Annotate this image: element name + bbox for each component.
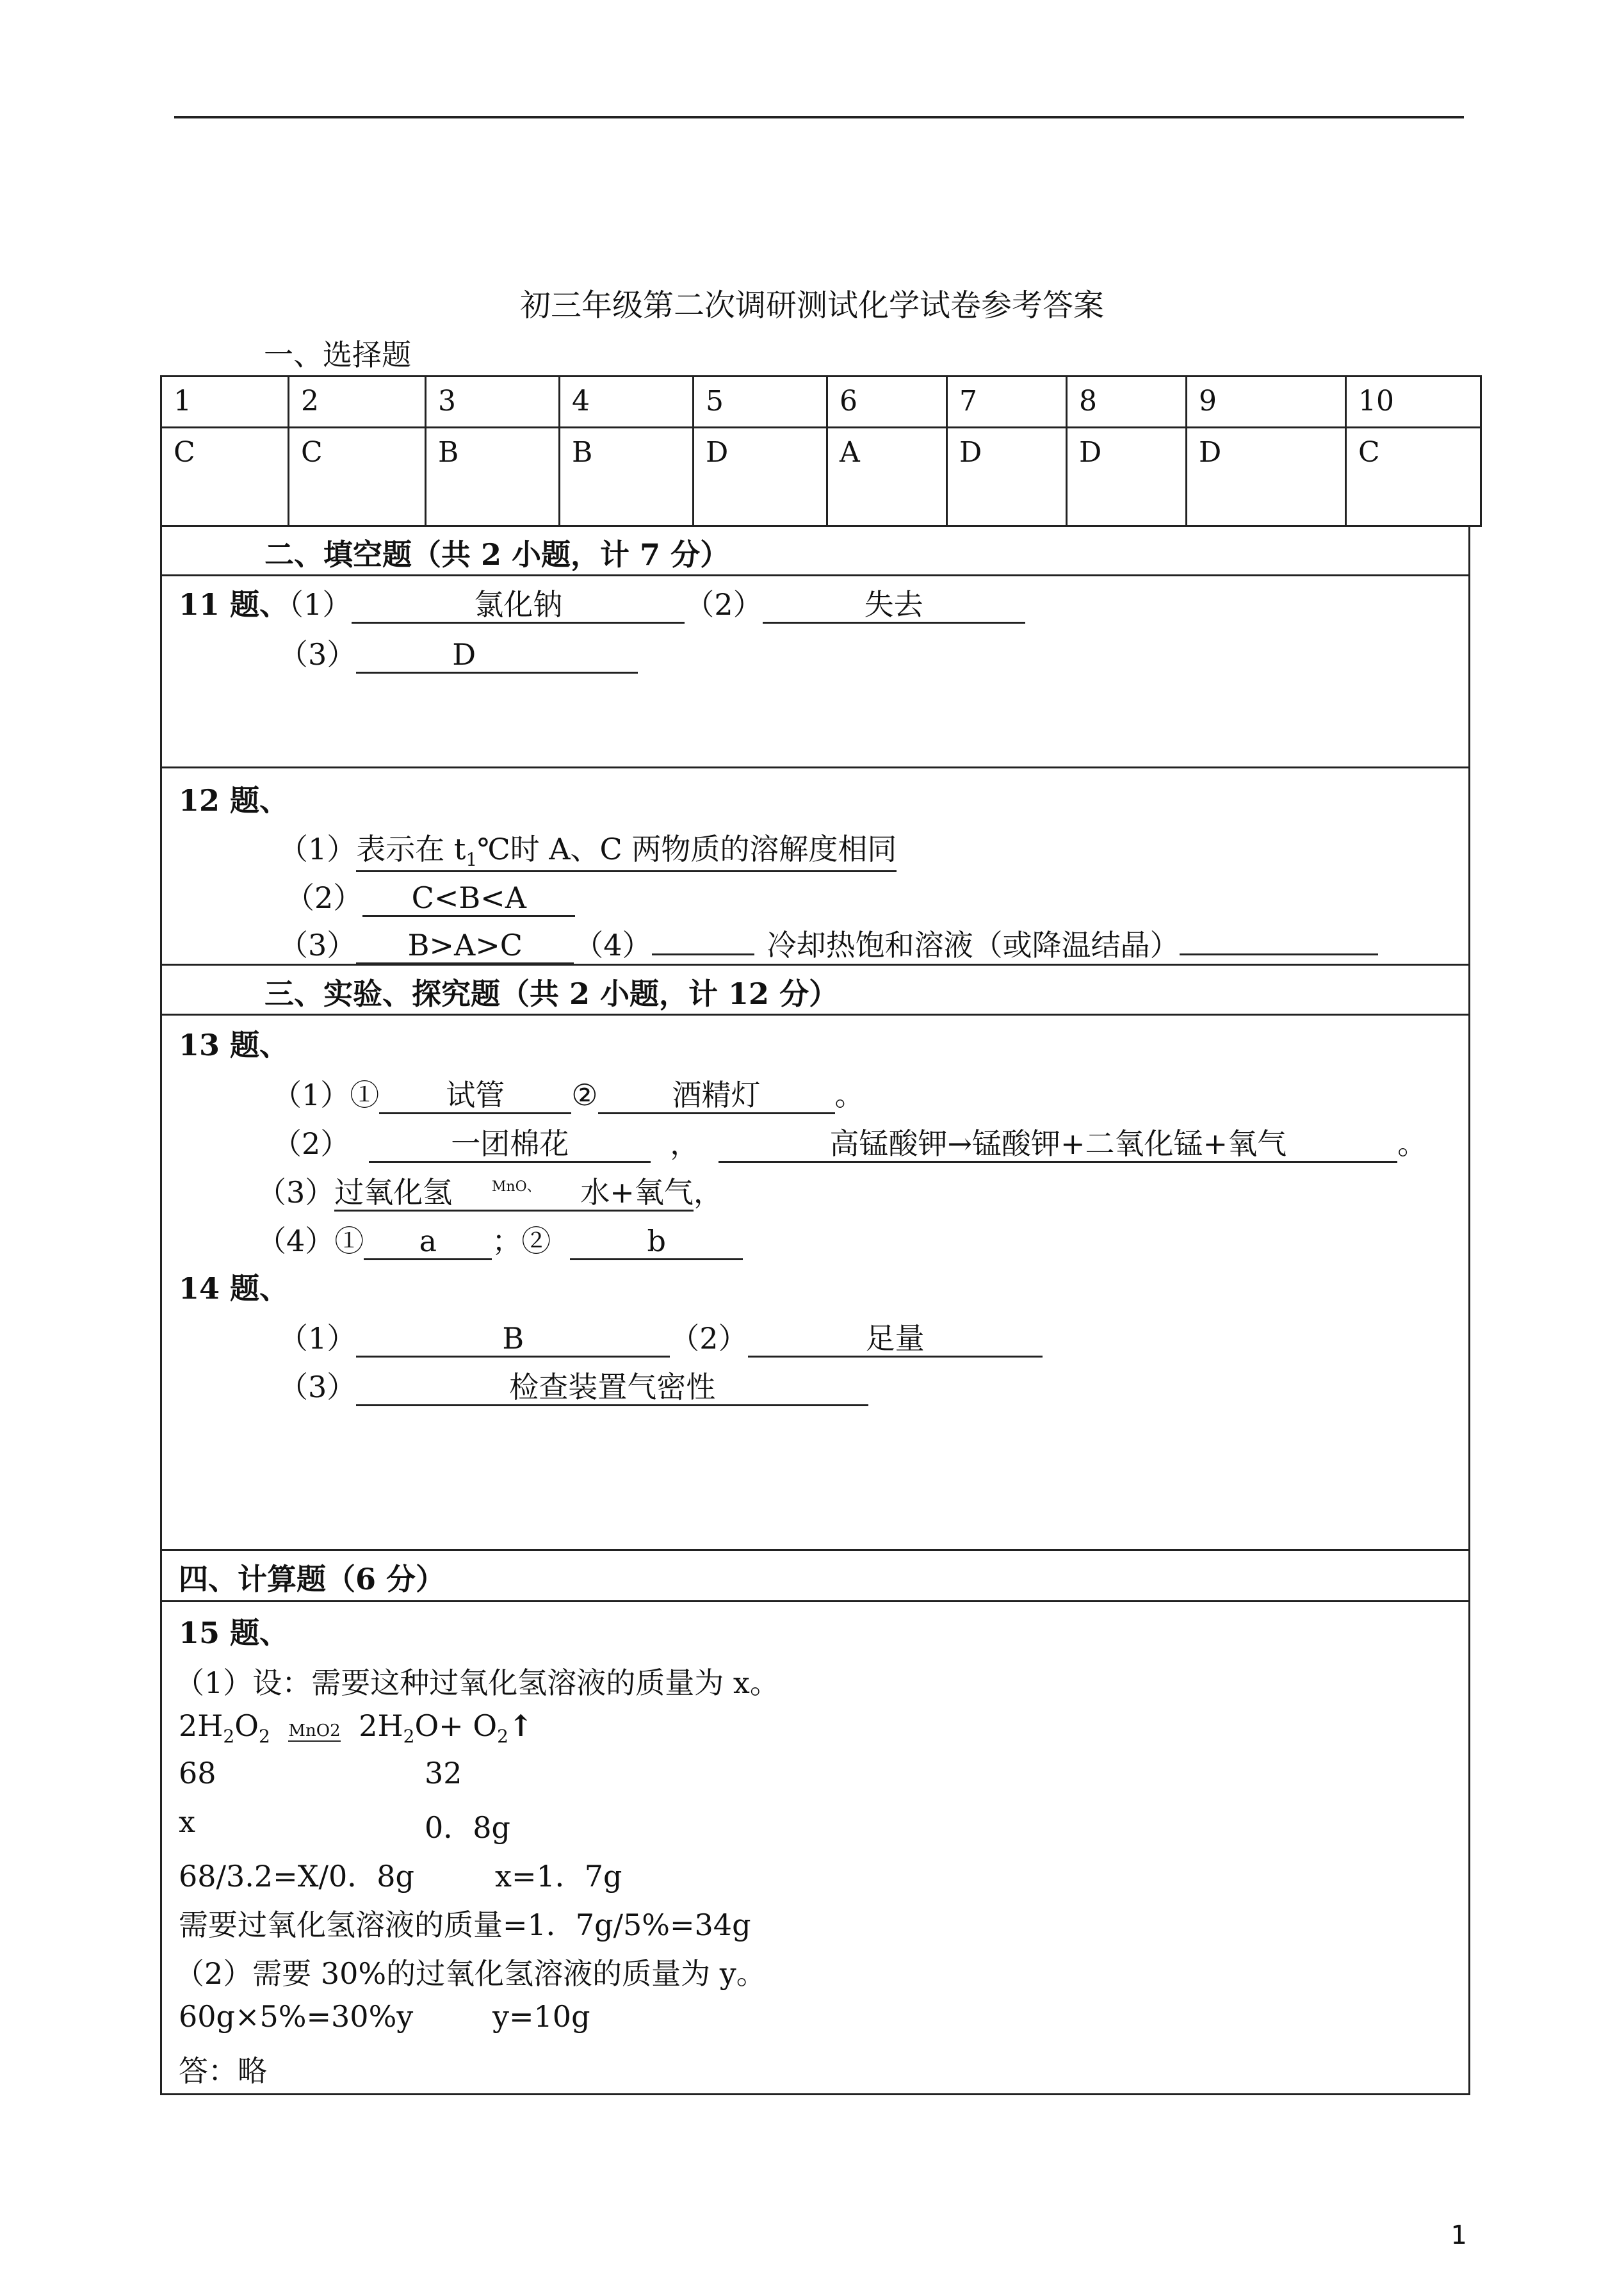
q12-answer4-tail (1180, 953, 1378, 955)
table-cell: D (1187, 428, 1346, 526)
eq-catalyst-label: MnO2 (288, 1721, 341, 1740)
q11-p1: （1） (289, 587, 352, 622)
q13-answer-1a: 试管 (379, 1078, 571, 1114)
section3-heading-row (160, 966, 1470, 1016)
q14-answer3: 检查装置气密性 (356, 1370, 868, 1406)
table-cell: C (1346, 428, 1481, 526)
q12-answer1-post: ℃时 A、C 两物质的溶解度相同 (477, 832, 897, 866)
q12-answer3: B>A>C (356, 929, 574, 964)
eq-sub: 2 (403, 1726, 415, 1747)
q15-08g: 0．8g (425, 1810, 510, 1845)
q13-l2-comma: ， (670, 1126, 700, 1161)
q13-l1-end: 。 (834, 1078, 865, 1112)
q13-l1-mid: ② (571, 1078, 598, 1112)
q13-l1-prefix: （1）① (272, 1078, 380, 1112)
table-cell: A (827, 428, 947, 526)
gas-arrow-icon: ↑ (508, 1708, 533, 1743)
q11-block (160, 576, 1470, 768)
q11-line2 (279, 631, 638, 674)
section3-heading: 三、实验、探究题（共 2 小题，计 12 分） (264, 977, 839, 1011)
q12-label: 12 题、 (179, 783, 289, 818)
table-cell: C (289, 428, 426, 526)
q15-block (160, 1602, 1470, 2095)
q12-answer2: C<B<A (362, 881, 575, 917)
q12-answer4-blank (652, 953, 754, 955)
q15-calc: 60g×5%=30%y (179, 1999, 414, 2034)
q12-line1 (279, 826, 897, 872)
q13-answer-4b: b (570, 1224, 743, 1260)
eq-sub: 2 (497, 1726, 508, 1747)
q12-p4: （4） (574, 928, 652, 962)
table-cell: B (426, 428, 560, 526)
table-cell: 8 (1067, 377, 1187, 428)
q12-answer1-sub: 1 (466, 849, 478, 870)
q14-answer2: 足量 (748, 1322, 1043, 1358)
q11-answer3: D (356, 638, 638, 674)
q13-answer-2b: 高锰酸钾→锰酸钾+二氧化锰+氧气 (719, 1127, 1397, 1163)
q13-l4-mid: ；② (492, 1224, 551, 1258)
q15-mass: 需要过氧化氢溶液的质量=1．7g/5%=34g (179, 1908, 751, 1942)
eq-o: O (234, 1708, 259, 1743)
section1-heading: 一、选择题 (264, 337, 411, 372)
q15-mass-32: 32 (425, 1756, 462, 1790)
header-rule (174, 116, 1464, 118)
q12-p1: （1） (279, 832, 357, 866)
table-cell: 5 (694, 377, 827, 428)
section2-heading: 二、填空题（共 2 小题，计 7 分） (264, 537, 730, 572)
eq-h: 2H (359, 1708, 403, 1743)
table-header-row (161, 377, 1481, 428)
q13-l2-prefix: （2） (272, 1126, 350, 1161)
section4-heading: 四、计算题（6 分） (179, 1562, 446, 1596)
q13-q14-block (160, 1016, 1470, 1551)
q13-answer-3 (334, 1176, 694, 1212)
q13-products: 水+氧气 (580, 1175, 694, 1210)
table-cell: B (560, 428, 694, 526)
choice-answer-table (160, 375, 1482, 527)
table-cell: 9 (1187, 377, 1346, 428)
table-answer-row (161, 428, 1481, 526)
q13-line1 (272, 1072, 865, 1114)
q12-answer4: 冷却热饱和溶液（或降温结晶） (767, 928, 1180, 962)
q15-ratio: 68/3.2=X/0．8g (179, 1859, 414, 1894)
q14-line2 (279, 1364, 868, 1406)
q14-p3: （3） (279, 1370, 357, 1404)
q11-label: 11 题、 (179, 587, 289, 622)
eq-sub: 2 (223, 1726, 235, 1747)
table-cell: D (1067, 428, 1187, 526)
table-cell: 3 (426, 377, 560, 428)
q13-l4-prefix: （4）① (257, 1224, 364, 1258)
q12-line3 (279, 922, 1378, 964)
table-cell: 6 (827, 377, 947, 428)
q15-yval: y=10g (492, 1999, 590, 2034)
q15-label: 15 题、 (179, 1616, 289, 1650)
q11-answer1: 氯化钠 (352, 588, 685, 624)
q15-xval: x=1．7g (495, 1859, 622, 1894)
q13-label: 13 题、 (179, 1028, 289, 1062)
q15-line2: （2）需要 30%的过氧化氢溶液的质量为 y。 (175, 1956, 766, 1991)
q14-p2: （2） (670, 1321, 748, 1356)
q13-l3-end: ， (693, 1175, 723, 1210)
section4-heading-row (160, 1551, 1470, 1602)
q13-l2-end: 。 (1397, 1126, 1427, 1161)
q13-line3 (257, 1169, 723, 1212)
table-cell: 1 (161, 377, 289, 428)
table-cell: 10 (1346, 377, 1481, 428)
eq-sub: 2 (258, 1726, 270, 1747)
q12-line2 (285, 875, 575, 917)
q13-l3-prefix: （3） (257, 1175, 335, 1210)
q15-line1: （1）设：需要这种过氧化氢溶液的质量为 x。 (175, 1666, 779, 1700)
table-cell: C (161, 428, 289, 526)
q14-label: 14 题、 (179, 1271, 289, 1306)
q11-answer2: 失去 (763, 588, 1025, 624)
q15-x: x (179, 1804, 195, 1839)
table-cell: D (694, 428, 827, 526)
q15-equation (179, 1708, 533, 1747)
q13-reaction-arrow (452, 1176, 580, 1210)
q13-line2 (272, 1121, 1427, 1163)
q15-mass-68: 68 (179, 1756, 216, 1790)
q13-answer-4a: a (364, 1224, 492, 1260)
q12-p3: （3） (279, 928, 357, 962)
eq-h: 2H (179, 1708, 223, 1743)
table-cell: 4 (560, 377, 694, 428)
q14-answer1: B (356, 1322, 670, 1358)
q11-p2: （2） (685, 587, 763, 622)
table-cell: 2 (289, 377, 426, 428)
q15-answer: 答：略 (179, 2054, 267, 2088)
eq-o: O+ O (414, 1708, 498, 1743)
table-cell: 7 (947, 377, 1067, 428)
q13-answer-1b: 酒精灯 (598, 1078, 835, 1114)
page-title: 初三年级第二次调研测试化学试卷参考答案 (519, 288, 1104, 323)
q12-answer1-pre: 表示在 t (356, 832, 466, 866)
q13-reactant: 过氧化氢 (334, 1175, 453, 1210)
q12-answer1 (356, 832, 897, 872)
page-number: 1 (1450, 2221, 1467, 2250)
q11-line1 (179, 581, 1025, 624)
table-cell: D (947, 428, 1067, 526)
q13-catalyst-label: MnO、 (491, 1179, 541, 1195)
section2-heading-row (160, 525, 1470, 576)
q11-p3: （3） (279, 637, 357, 672)
q13-answer-2a: 一团棉花 (369, 1127, 651, 1163)
q14-line1 (279, 1315, 1043, 1358)
q12-p2: （2） (285, 880, 363, 915)
q14-p1: （1） (279, 1321, 357, 1356)
q12-block (160, 768, 1470, 966)
q13-line4 (257, 1218, 743, 1260)
